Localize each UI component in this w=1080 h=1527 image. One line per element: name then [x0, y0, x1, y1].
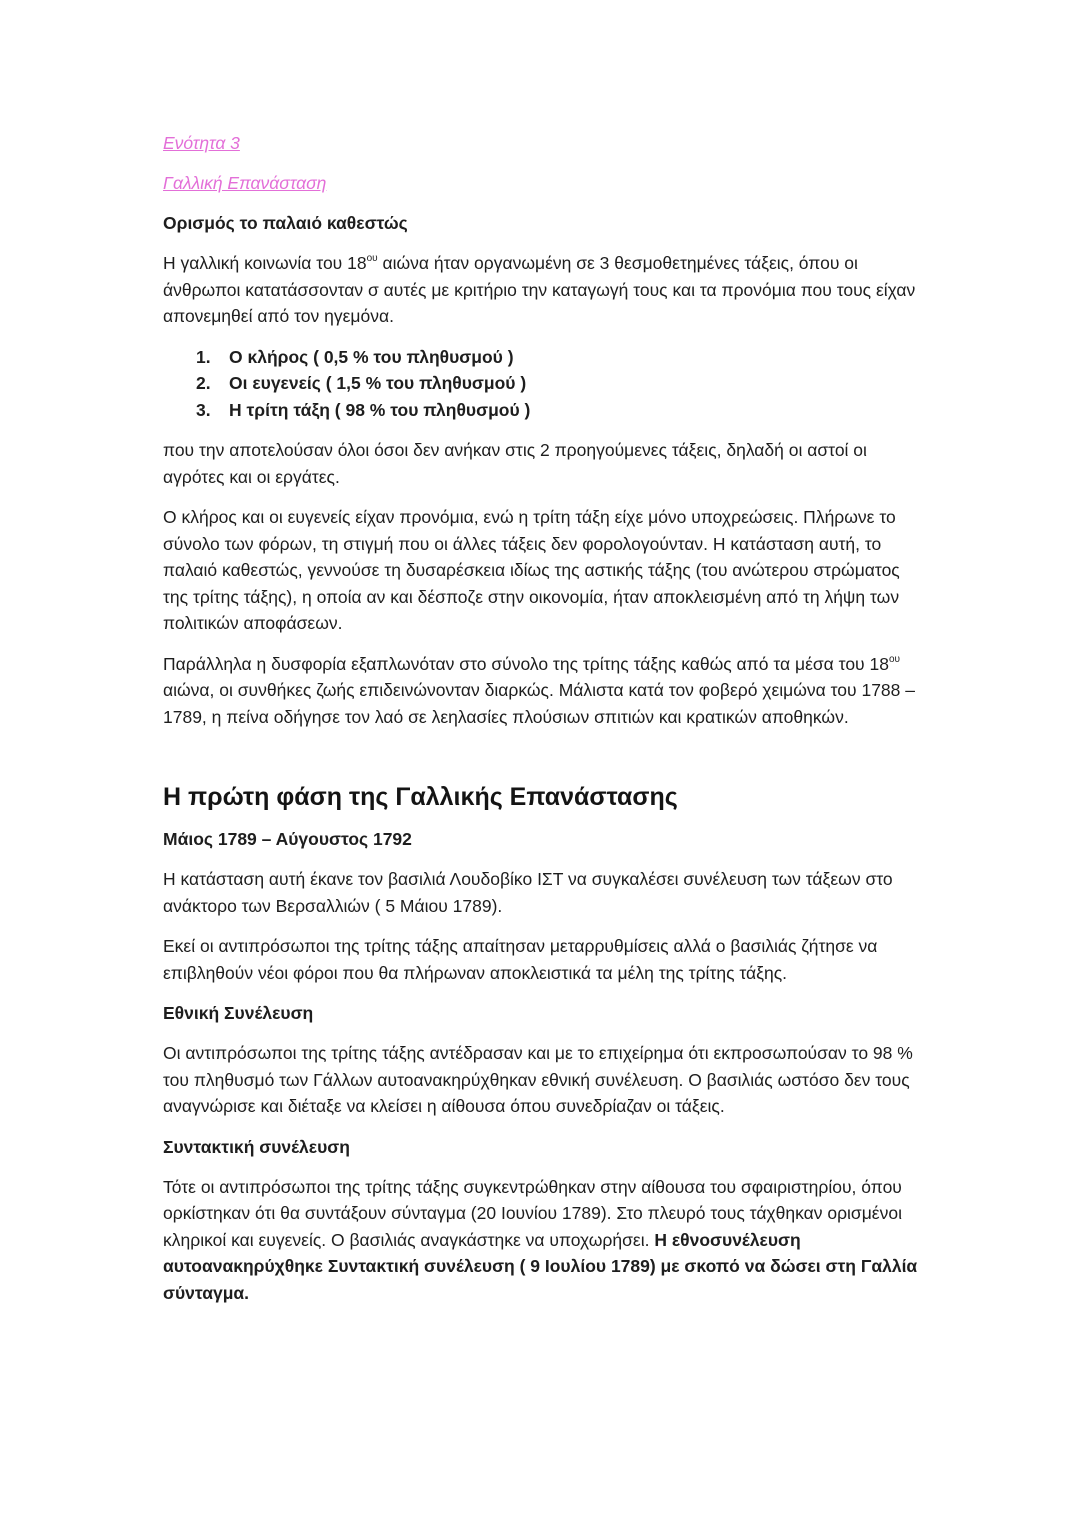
after-list-paragraph: που την αποτελούσαν όλοι όσοι δεν ανήκαν στις 2 προηγούμενες τάξεις, δηλαδή οι αστοί οι αγρότες και οι εργάτες.: [163, 440, 867, 487]
topic-link[interactable]: Γαλλική Επανάσταση: [163, 173, 327, 193]
constituent-bold-text: Η εθνοσυνέλευση αυτοανακηρύχθηκε Συντακτική συνέλευση ( 9 Ιουλίου 1789) με σκοπό να δώσει στη Γαλλία σύνταγμα.: [163, 1229, 918, 1303]
section-link[interactable]: Ενότητα 3: [163, 133, 240, 153]
list-item: [163, 344, 920, 371]
phase1-paragraph-1: Η κατάσταση αυτή έκανε τον βασιλιά Λουδοβίκο ΙΣΤ να συγκαλέσει συνέλευση των τάξεων στο ανάκτορο των Βερσαλλιών ( 5 Μάιου 1789).: [163, 869, 893, 916]
estates-list: [163, 344, 920, 424]
constituent-assembly-paragraph: [163, 1174, 920, 1307]
phase1-period: Μάιος 1789 – Αύγουστος 1792: [163, 829, 412, 849]
p3-sup: ου: [888, 653, 900, 665]
intro-before: Η γαλλική κοινωνία του 18: [163, 253, 367, 273]
constituent-assembly-title: Συντακτική συνέλευση: [163, 1136, 350, 1157]
definition-intro: [163, 250, 920, 330]
p3-before: Παράλληλα η δυσφορία εξαπλωνόταν στο σύνολο της τρίτης τάξης καθώς από τα μέσα του 18: [163, 653, 889, 674]
constituent-text: Τότε οι αντιπρόσωποι της τρίτης τάξης συγκεντρώθηκαν στην αίθουσα του σφαιριστηρίου, όπου ορκίστηκαν ότι θα συντάξουν σύνταγμα (20 Ιουνίου 1789). Στο πλευρό τους τάχθηκαν ορισμένοι κληρικοί και ευγενείς. Ο βασιλιάς αναγκάστηκε να υποχωρήσει.: [163, 1176, 902, 1250]
intro-sup: ου: [366, 253, 378, 264]
national-assembly-paragraph: Οι αντιπρόσωποι της τρίτης τάξης αντέδρασαν και με το επιχείρημα ότι εκπροσωπούσαν το 98 % του πληθυσμό των Γάλλων αυτοανακηρύχθηκαν εθνική συνέλευση. Ο βασιλιάς ωστόσο δεν τους αναγνώρισε και διέταξε να κλείσει η αίθουσα όπου συνεδρίαζαν οι τάξεις.: [163, 1043, 913, 1116]
phase1-paragraph-2: Εκεί οι αντιπρόσωποι της τρίτης τάξης απαίτησαν μεταρρυθμίσεις αλλά ο βασιλιάς ζήτησε να επιβληθούν νέοι φόροι που θα πλήρωναν αποκλειστικά τα μέλη της τρίτης τάξης.: [163, 936, 878, 983]
list-item-number: 3.: [196, 399, 211, 420]
list-item-number: 1.: [196, 346, 211, 367]
list-item: [163, 397, 920, 424]
phase1-heading: Η πρώτη φάση της Γαλλικής Επανάστασης: [163, 783, 678, 811]
p3-after: αιώνα, οι συνθήκες ζωής επιδεινώνονταν διαρκώς. Μάλιστα κατά τον φοβερό χειμώνα του 1788 – 1789, η πείνα οδήγησε τον λαό σε λεηλασίες πλούσιων σπιτιών και κρατικών αποθηκών.: [163, 680, 915, 727]
list-item-text: Ο κλήρος ( 0,5 % του πληθυσμού ): [229, 346, 514, 367]
definition-title: Ορισμός το παλαιό καθεστώς: [163, 213, 408, 233]
national-assembly-title: Εθνική Συνέλευση: [163, 1003, 314, 1023]
list-item-text: Οι ευγενείς ( 1,5 % του πληθυσμού ): [229, 373, 527, 393]
list-item: [163, 370, 920, 397]
intro-after: αιώνα ήταν οργανωμένη σε 3 θεσμοθετημένες τάξεις, όπου οι άνθρωποι κατατάσσονταν σ αυτές με κριτήριο την καταγωγή τους και τα προνόμια που τους είχαν απονεμηθεί από τον ηγεμόνα.: [163, 253, 916, 326]
list-item-text: Η τρίτη τάξη ( 98 % του πληθυσμού ): [229, 399, 531, 420]
privileges-paragraph: Ο κλήρος και οι ευγενείς είχαν προνόμια, ενώ η τρίτη τάξη είχε μόνο υποχρεώσεις. Πλήρωνε το σύνολο των φόρων, τη στιγμή που οι άλλες τάξεις δεν φορολογούνταν. Η κατάσταση αυτή, το παλαιό καθεστώς, γεννούσε τη δυσαρέσκεια ιδίως της αστικής τάξης (του ανώτερου στρώματος της τρίτης τάξης), η οποία αν και δέσποζε στην οικονομία, ήταν αποκλεισμένη από τη λήψη των πολιτικών αποφάσεων.: [163, 507, 900, 633]
discontent-paragraph: [163, 651, 920, 731]
list-item-number: 2.: [196, 373, 211, 393]
